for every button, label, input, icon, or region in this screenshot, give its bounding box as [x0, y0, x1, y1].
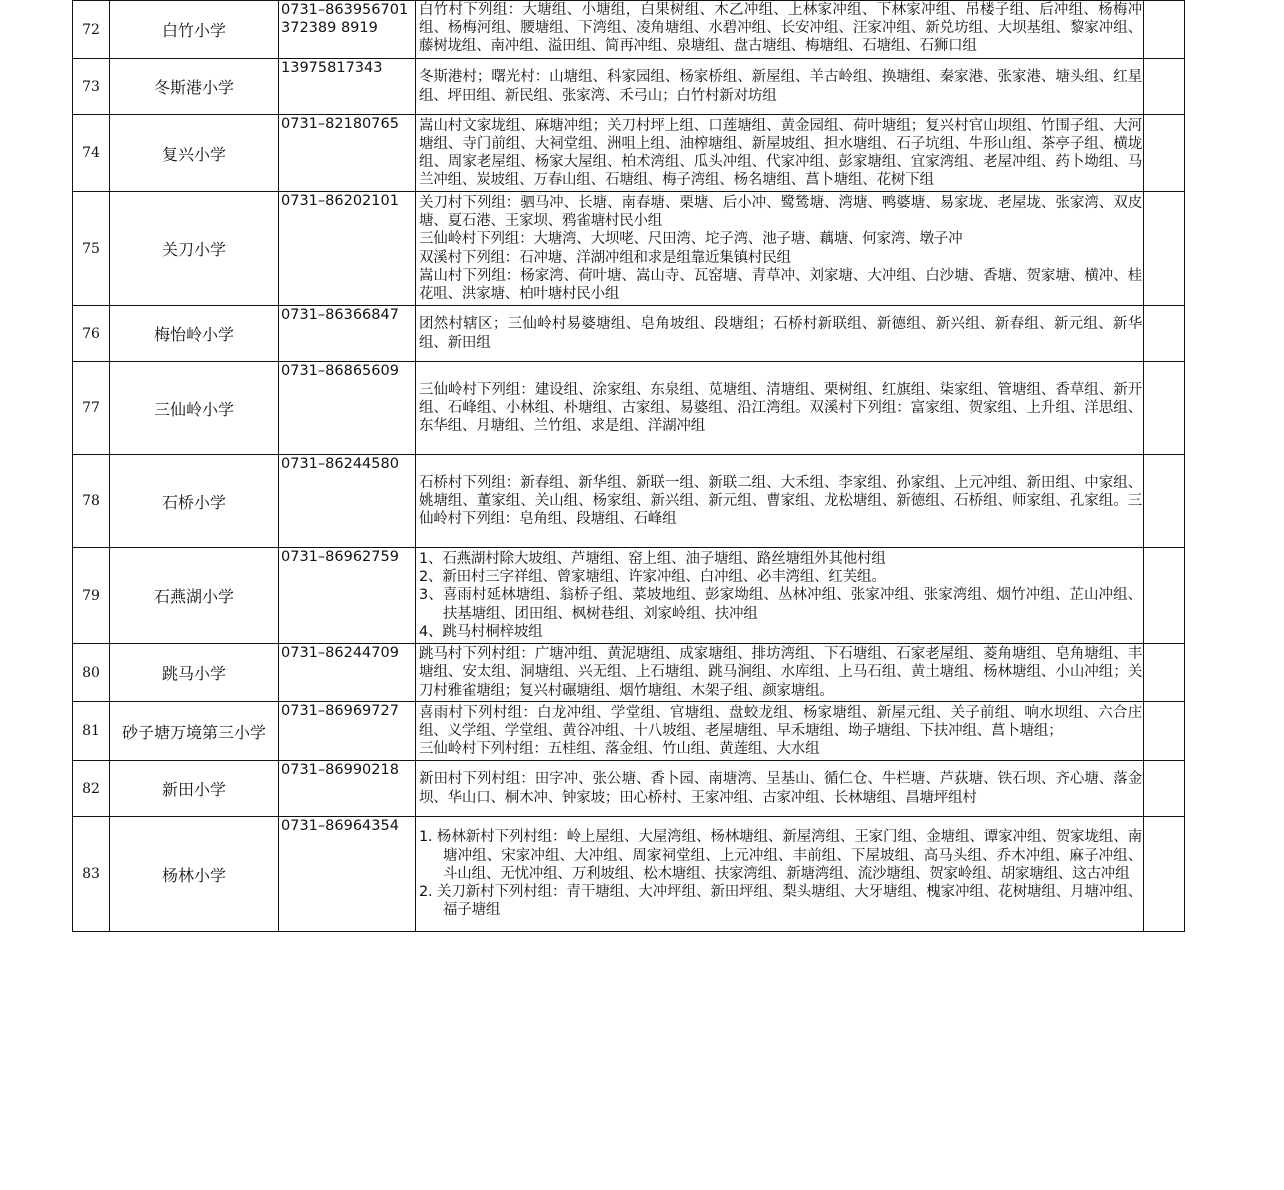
row-number: 73: [73, 59, 110, 115]
table-row: [73, 702, 1185, 761]
phone-number: 0731–86244580: [279, 455, 416, 548]
service-area: [416, 702, 1144, 761]
service-area: [416, 817, 1144, 932]
phone-number: 0731–86969727: [279, 702, 416, 761]
empty-cell: [1144, 115, 1185, 192]
school-name: 砂子塘万境第三小学: [110, 702, 279, 761]
row-number: 81: [73, 702, 110, 761]
row-number: 80: [73, 644, 110, 702]
area-item: 2. 关刀新村下列村组：青干塘组、大冲坪组、新田坪组、梨头塘组、大牙塘组、槐家冲组、花树塘组、月塘冲组、福子塘组: [419, 884, 1142, 919]
school-name: 石燕湖小学: [110, 548, 279, 644]
area-line: 关刀村下列组：驷马冲、长塘、南春塘、栗塘、后小冲、鹭鸶塘、湾塘、鸭婆塘、易家垅、老屋垅、张家湾、双皮塘、夏石港、王家坝、鸦雀塘村民小组: [419, 194, 1142, 230]
row-number: 79: [73, 548, 110, 644]
area-line: 三仙岭村下列组：大塘湾、大坝咾、尺田湾、坨子湾、池子塘、藕塘、何家湾、墩子冲: [419, 231, 963, 248]
row-number: 83: [73, 817, 110, 932]
row-number: 74: [73, 115, 110, 192]
school-name: 白竹小学: [110, 1, 279, 59]
school-name: 杨林小学: [110, 817, 279, 932]
table-row: [73, 548, 1185, 644]
phone-number: 0731–82180765: [279, 115, 416, 192]
table-row: [73, 817, 1185, 932]
empty-cell: [1144, 192, 1185, 306]
area-item: 2、新田村三字祥组、曾家塘组、许家冲组、白冲组、必丰湾组、红芙组。: [419, 569, 886, 586]
row-number: 72: [73, 1, 110, 59]
service-area: 三仙岭村下列组：建设组、涂家组、东泉组、苋塘组、清塘组、栗树组、红旗组、柒家组、管塘组、香草组、新开组、石峰组、小林组、朴塘组、古家组、易婆组、沿江湾组。双溪村下列组：富家组、贺家组、上升组、洋思组、东华组、月塘组、兰竹组、求是组、洋湖冲组: [416, 362, 1144, 455]
phone-number: 0731–86865609: [279, 362, 416, 455]
phone-number: 0731–863956701372389 8919: [279, 1, 416, 59]
school-name: 新田小学: [110, 761, 279, 817]
area-line: 双溪村下列组：石冲塘、洋湖冲组和求是组靠近集镇村民组: [419, 249, 791, 266]
school-name: 复兴小学: [110, 115, 279, 192]
table-row: [73, 115, 1185, 192]
service-area: 新田村下列村组：田字冲、张公塘、香卜园、南塘湾、呈基山、循仁仓、牛栏塘、芦荻塘、铁石坝、齐心塘、落金坝、华山口、桐木冲、钟家坡；田心桥村、王家冲组、古家冲组、长林塘组、昌塘坪组村: [416, 761, 1144, 817]
table-row: [73, 455, 1185, 548]
phone-number: 0731–86964354: [279, 817, 416, 932]
service-area: [416, 192, 1144, 306]
table-row: [73, 1, 1185, 59]
empty-cell: [1144, 306, 1185, 362]
table-row: [73, 362, 1185, 455]
table-row: [73, 59, 1185, 115]
empty-cell: [1144, 1, 1185, 59]
service-area: 团然村辖区；三仙岭村易婆塘组、皂角坡组、段塘组；石桥村新联组、新德组、新兴组、新春组、新元组、新华组、新田组: [416, 306, 1144, 362]
phone-number: 0731–86202101: [279, 192, 416, 306]
phone-number: 0731–86962759: [279, 548, 416, 644]
empty-cell: [1144, 362, 1185, 455]
school-name: 冬斯港小学: [110, 59, 279, 115]
row-number: 77: [73, 362, 110, 455]
service-area: 跳马村下列村组：广塘冲组、黄泥塘组、成家塘组、排坊湾组、下石塘组、石家老屋组、菱角塘组、皂角塘组、丰塘组、安太组、洞塘组、兴无组、上石塘组、跳马涧组、水库组、上马石组、黄土塘组、杨林塘组、小山冲组；关刀村雅雀塘组；复兴村碾塘组、烟竹塘组、木架子组、颜家塘组。: [416, 644, 1144, 702]
school-name: 跳马小学: [110, 644, 279, 702]
area-line: 嵩山村下列组：杨家湾、荷叶塘、嵩山寺、瓦窑塘、青草冲、刘家塘、大冲组、白沙塘、香塘、贺家塘、横冲、桂花咀、洪家塘、柏叶塘村民小组: [419, 267, 1142, 302]
table-row: [73, 761, 1185, 817]
school-name: 梅怡岭小学: [110, 306, 279, 362]
area-line: 三仙岭村下列村组：五桂组、落金组、竹山组、黄莲组、大水组: [419, 741, 820, 758]
row-number: 75: [73, 192, 110, 306]
phone-number: 0731–86244709: [279, 644, 416, 702]
service-area: 石桥村下列组：新春组、新华组、新联一组、新联二组、大禾组、李家组、孙家组、上元冲组、新田组、中家组、姚塘组、董家组、关山组、杨家组、新兴组、新元组、曹家组、龙松塘组、新德组、石桥组、师家组、孔家组。三仙岭村下列组：皂角组、段塘组、石峰组: [416, 455, 1144, 548]
empty-cell: [1144, 761, 1185, 817]
service-area: 冬斯港村；曙光村：山塘组、科家园组、杨家桥组、新屋组、羊古岭组、换塘组、秦家港、张家港、塘头组、红星组、坪田组、新民组、张家湾、禾弓山；白竹村新对坊组: [416, 59, 1144, 115]
school-name: 关刀小学: [110, 192, 279, 306]
empty-cell: [1144, 702, 1185, 761]
empty-cell: [1144, 455, 1185, 548]
row-number: 82: [73, 761, 110, 817]
service-area: 白竹村下列组：大塘组、小塘组，白果树组、木乙冲组、上林家冲组、下林家冲组、吊楼子组、后冲组、杨梅冲组、杨梅河组、腰塘组、下湾组、凌角塘组、水碧冲组、长安冲组、汪家冲组、新兑坊组、大坝基组、黎家冲组、藤树垅组、南冲组、溢田组、简再冲组、泉塘组、盘古塘组、梅塘组、石塘组、石狮口组: [416, 1, 1144, 59]
table-row: [73, 306, 1185, 362]
row-number: 76: [73, 306, 110, 362]
area-item: 1. 杨林新村下列村组：岭上屋组、大屋湾组、杨林塘组、新屋湾组、王家门组、金塘组、谭家冲组、贺家垅组、南塘冲组、宋家冲组、大冲组、周家祠堂组、上元冲组、丰前组、下屋坡组、高马头组、乔木冲组、麻子冲组、斗山组、无忧冲组、万利坡组、松木塘组、扶家湾组、新塘湾组、流沙塘组、贺家岭组、胡家塘组、这古冲组: [419, 829, 1142, 882]
area-item: 4、跳马村桐梓坡组: [419, 623, 543, 640]
empty-cell: [1144, 59, 1185, 115]
service-area: 嵩山村文家垅组、麻塘冲组；关刀村坪上组、口莲塘组、黄金园组、荷叶塘组；复兴村官山坝组、竹围子组、大河塘组、寺门前组、大祠堂组、洲咀上组、油榨塘组、新屋坡组、担水塘组、石子坑组、牛形山组、茶亭子组、横垅组、周家老屋组、杨家大屋组、柏术湾组、瓜头冲组、代家冲组、彭家塘组、宜家湾组、老屋冲组、药卜坳组、马兰冲组、炭坡组、万春山组、石塘组、梅子湾组、杨名塘组、菖卜塘组、花树下组: [416, 115, 1144, 192]
row-number: 78: [73, 455, 110, 548]
school-name: 三仙岭小学: [110, 362, 279, 455]
empty-cell: [1144, 548, 1185, 644]
area-item: 1、石燕湖村除大坡组、芦塘组、窑上组、油子塘组、路丝塘组外其他村组: [419, 550, 886, 567]
area-item: 3、喜雨村延林塘组、翁桥子组、菜坡地组、彭家坳组、丛林冲组、张家冲组、张家湾组、烟竹冲组、芷山冲组、扶基塘组、团田组、枫树巷组、刘家岭组、扶冲组: [419, 587, 1142, 622]
service-area: [416, 548, 1144, 644]
school-name: 石桥小学: [110, 455, 279, 548]
phone-number: 0731–86366847: [279, 306, 416, 362]
empty-cell: [1144, 644, 1185, 702]
school-district-table: [72, 0, 1185, 932]
table-row: [73, 192, 1185, 306]
phone-number: 13975817343: [279, 59, 416, 115]
empty-cell: [1144, 817, 1185, 932]
area-line: 喜雨村下列村组：白龙冲组、学堂组、官塘组、盘蛟龙组、杨家塘组、新屋元组、关子前组、响水坝组、六合庄组、义学组、学堂组、黄谷冲组、十八坡组、老屋塘组、早禾塘组、坳子塘组、下扶冲组、菖卜塘组；: [419, 704, 1142, 739]
table-row: [73, 644, 1185, 702]
phone-number: 0731–86990218: [279, 761, 416, 817]
